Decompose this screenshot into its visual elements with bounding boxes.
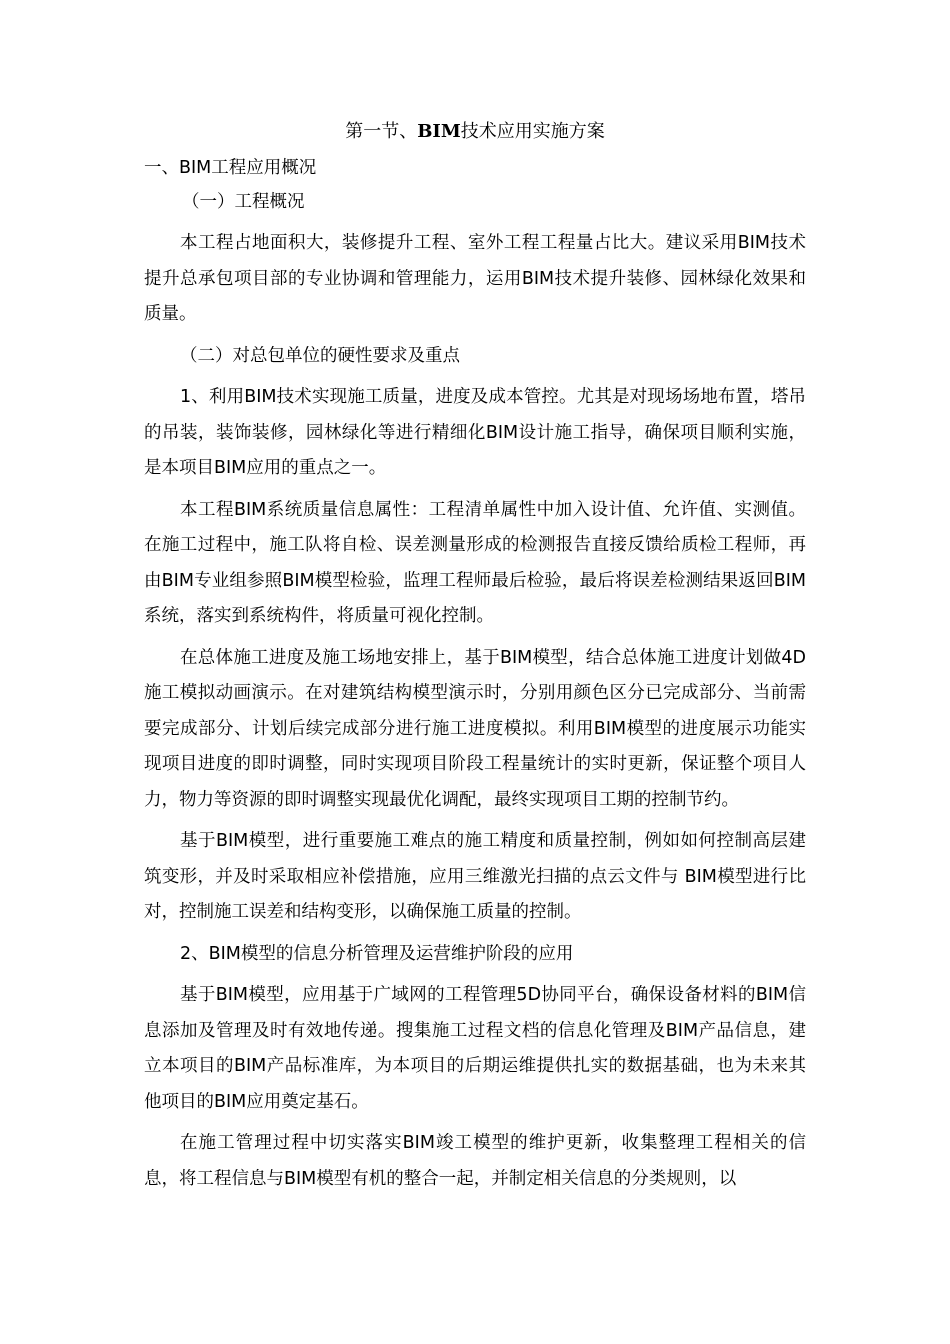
paragraph-5d-platform: 基于BIM模型，应用基于广域网的工程管理5D协同平台，确保设备材料的BIM信息添加及管理及时有效地传递。搜集施工过程文档的信息化管理及BIM产品信息，建立本项目的BIM产品标准库，为本项目的后期运维提供扎实的数据基础，也为未来其他项目的BIM应用奠定基石。: [144, 985, 806, 1112]
paragraph-schedule: 在总体施工进度及施工场地安排上，基于BIM模型，结合总体施工进度计划做4D施工模拟动画演示。在对建筑结构模型演示时，分别用颜色区分已完成部分、当前需要完成部分、计划后续完成部分进行施工进度模拟。利用BIM模型的进度展示功能实现项目进度的即时调整，同时实现项目阶段工程量统计的实时更新，保证整个项目人力，物力等资源的即时调整实现最优化调配，最终实现项目工期的控制节约。: [144, 647, 806, 810]
title-suffix: 技术应用实施方案: [460, 121, 605, 142]
paragraph-precision: 基于BIM模型，进行重要施工难点的施工精度和质量控制，例如如何控制高层建筑变形，并及时采取相应补偿措施，应用三维激光扫描的点云文件与 BIM模型进行比对，控制施工误差和结构变形，以确保施工质量的控制。: [144, 831, 806, 922]
section-heading: 一、BIM工程应用概况: [144, 158, 317, 178]
paragraph-item-1: 1、利用BIM技术实现施工质量，进度及成本管控。尤其是对现场场地布置，塔吊的吊装，装饰装修，园林绿化等进行精细化BIM设计施工指导，确保项目顺利实施，是本项目BIM应用的重点之一。: [144, 387, 806, 478]
paragraph-overview: 本工程占地面积大，装修提升工程、室外工程工程量占比大。建议采用BIM技术提升总承包项目部的专业协调和管理能力，运用BIM技术提升装修、园林绿化效果和质量。: [144, 233, 806, 324]
page-title: [144, 118, 806, 146]
document-body: [144, 154, 806, 1203]
title-bold: BIM: [417, 121, 461, 142]
subsection-heading: （一）工程概况: [182, 192, 305, 212]
paragraph-item-2: 2、BIM模型的信息分析管理及运营维护阶段的应用: [180, 943, 574, 964]
title-prefix: 第一节、: [345, 121, 418, 142]
paragraph-maintenance: 在施工管理过程中切实落实BIM竣工模型的维护更新，收集整理工程相关的信息，将工程信息与BIM模型有机的整合一起，并制定相关信息的分类规则，以: [144, 1133, 806, 1189]
subsection-heading-requirements: （二）对总包单位的硬性要求及重点: [180, 345, 460, 366]
paragraph-quality-info: 本工程BIM系统质量信息属性：工程清单属性中加入设计值、允许值、实测值。在施工过程中，施工队将自检、误差测量形成的检测报告直接反馈给质检工程师，再由BIM专业组参照BIM模型检验，监理工程师最后检验，最后将误差检测结果返回BIM系统，落实到系统构件，将质量可视化控制。: [144, 499, 806, 626]
